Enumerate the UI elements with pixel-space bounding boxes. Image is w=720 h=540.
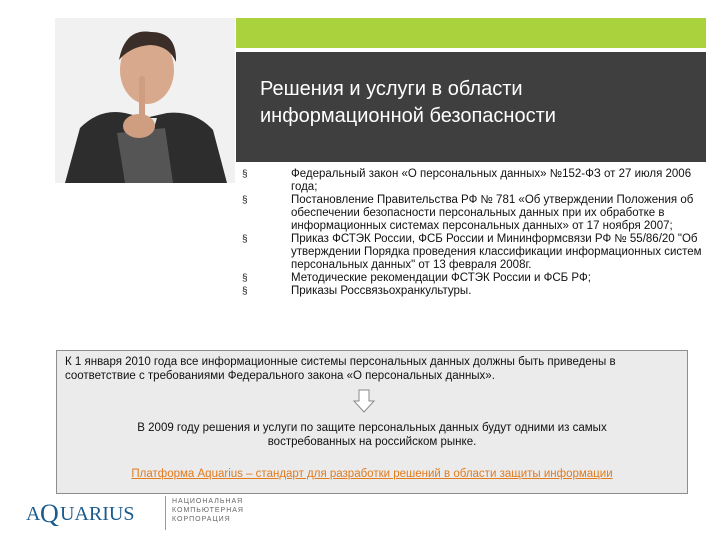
svg-text:A: A xyxy=(26,503,41,525)
accent-bar xyxy=(236,18,706,48)
aquarius-logo xyxy=(26,496,156,526)
deadline-text: К 1 января 2010 года все информационные системы персональных данных должны быть приведены в соответствие с требованиями Федерального закона «О персональных данных». xyxy=(65,356,616,382)
info-box xyxy=(56,350,688,494)
list-item xyxy=(236,168,706,194)
list-item xyxy=(236,272,706,285)
list-item-text: Постановление Правительства РФ № 781 «Об утверждении Положения об обеспечении безопасности персональных данных при их обработке в информационных системах персональных данных» от 17 ноября 2007; xyxy=(291,194,694,232)
bullet-icon: § xyxy=(242,286,248,297)
list-item-text: Методические рекомендации ФСТЭК России и ФСБ РФ; xyxy=(291,272,591,284)
list-item xyxy=(236,194,706,233)
regulation-list xyxy=(236,168,706,298)
list-item-text: Приказы Россвязьохранкультуры. xyxy=(291,285,472,297)
logo-divider xyxy=(165,496,166,530)
list-item-text: Федеральный закон «О персональных данных» №152-ФЗ от 27 июля 2006 года; xyxy=(291,168,692,193)
arrow-down-icon xyxy=(352,389,376,413)
platform-link[interactable]: Платформа Aquarius – стандарт для разработки решений в области защиты информации xyxy=(131,468,613,480)
svg-text:Q: Q xyxy=(40,499,59,526)
page-title: Решения и услуги в области информационной безопасности xyxy=(260,78,556,127)
title-block xyxy=(236,52,706,162)
list-item xyxy=(236,285,706,298)
bullet-icon: § xyxy=(242,195,248,206)
list-item-text: Приказ ФСТЭК России, ФСБ России и Мининформсвязи РФ № 55/86/20 "Об утверждении Порядка проведения классификации информационных систем персональных данных" от 13 февраля 2008г. xyxy=(291,233,702,271)
bullet-icon: § xyxy=(242,169,248,180)
svg-text:UARIUS: UARIUS xyxy=(60,503,135,525)
company-subtitle: НАЦИОНАЛЬНАЯ КОМПЬЮТЕРНАЯ КОРПОРАЦИЯ xyxy=(172,498,244,523)
bullet-icon: § xyxy=(242,273,248,284)
list-item xyxy=(236,233,706,272)
businessman-photo xyxy=(55,18,235,183)
forecast-text: В 2009 году решения и услуги по защите персональных данных будут одними из самых востребованных на российском рынке. xyxy=(137,422,607,448)
bullet-icon: § xyxy=(242,234,248,245)
